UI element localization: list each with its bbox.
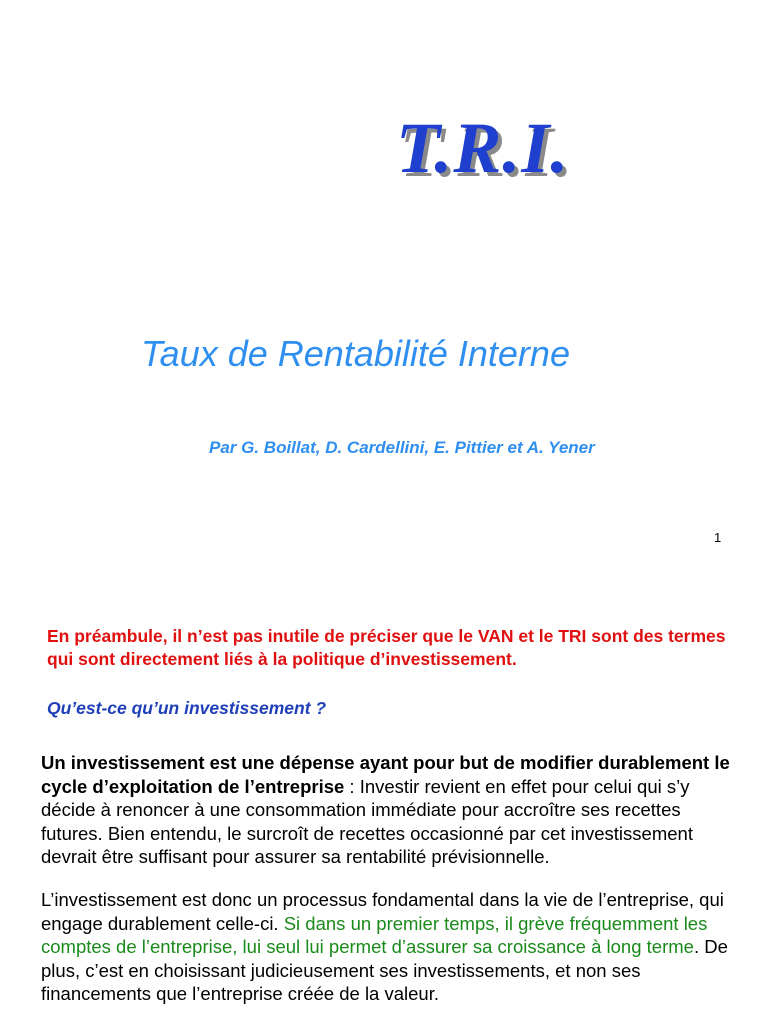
authors-line: Par G. Boillat, D. Cardellini, E. Pittier et A. Yener bbox=[209, 438, 595, 457]
definition-rest-text: : Investir revient en effet pour celui qui s’y décide à renoncer à une consommation immédiate pour accroître ses recettes futures. Bien entendu, le surcroît de recettes occasionné par cet investissement devrait être suffisant pour assurer sa rentabilité prévisionnelle. bbox=[41, 775, 693, 867]
definition-bold-text: Un investissement est une dépense ayant pour but de modifier durablement le cycle d’exploitation de l’entreprise bbox=[41, 752, 730, 797]
main-title: T.R.I. bbox=[396, 108, 570, 188]
process-text-start: L’investissement est donc un processus fondamental dans la vie de l’entreprise, qui engage durablement celle-ci. bbox=[41, 889, 724, 934]
process-text-end: . De plus, c’est en choisissant judicieusement ses investissements, et non ses financements que l’entreprise créée de la valeur. bbox=[41, 936, 728, 1004]
process-paragraph bbox=[41, 888, 741, 1006]
process-highlight-text: Si dans un premier temps, il grève fréquemment les comptes de l’entreprise, lui seul lui permet d’assurer sa croissance à long terme bbox=[41, 912, 708, 957]
question-heading: Qu’est-ce qu’un investissement ? bbox=[47, 698, 327, 718]
subtitle: Taux de Rentabilité Interne bbox=[141, 333, 570, 374]
page-number: 1 bbox=[714, 530, 722, 545]
definition-paragraph bbox=[41, 751, 741, 869]
preamble-text: En préambule, il n’est pas inutile de préciser que le VAN et le TRI sont des termes qui sont directement liés à la politique d’investissement. bbox=[47, 626, 726, 669]
